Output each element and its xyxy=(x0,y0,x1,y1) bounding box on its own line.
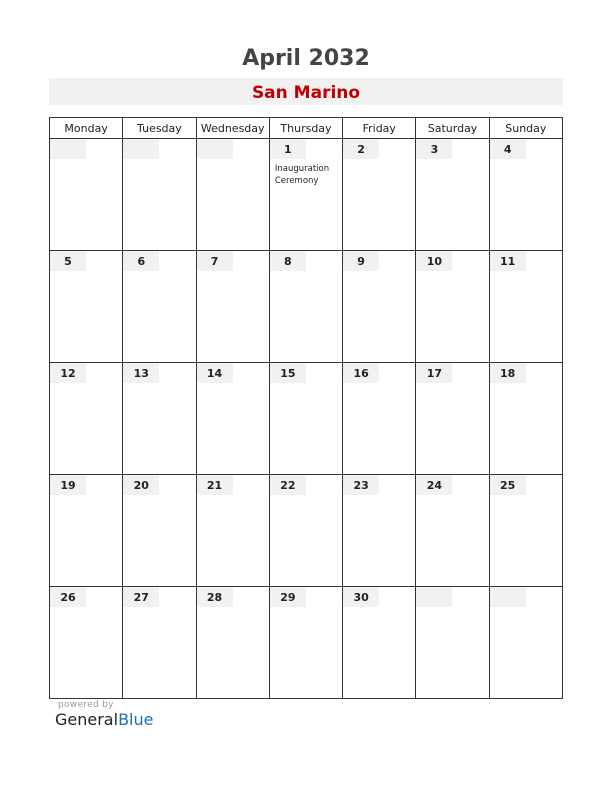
day-number: 29 xyxy=(270,587,306,607)
week-row xyxy=(50,587,563,699)
day-cell xyxy=(196,587,269,699)
weekday-header: Monday xyxy=(50,118,123,139)
day-number: 16 xyxy=(343,363,379,383)
day-number: 25 xyxy=(490,475,526,495)
day-number: 10 xyxy=(416,251,452,271)
day-cell xyxy=(489,139,562,251)
weekday-header: Wednesday xyxy=(196,118,269,139)
day-cell xyxy=(123,139,196,251)
day-number: 18 xyxy=(490,363,526,383)
week-row xyxy=(50,251,563,363)
day-cell xyxy=(269,251,342,363)
day-number: 9 xyxy=(343,251,379,271)
day-number: 26 xyxy=(50,587,86,607)
day-number xyxy=(197,139,233,159)
country-name: San Marino xyxy=(251,83,361,103)
day-cell xyxy=(123,475,196,587)
generalblue-logo[interactable] xyxy=(55,710,153,729)
day-cell xyxy=(50,475,123,587)
day-cell xyxy=(489,475,562,587)
day-number: 17 xyxy=(416,363,452,383)
week-row xyxy=(50,475,563,587)
day-cell xyxy=(196,475,269,587)
day-cell xyxy=(123,363,196,475)
day-cell xyxy=(50,251,123,363)
day-number: 27 xyxy=(123,587,159,607)
day-cell xyxy=(416,475,489,587)
day-number xyxy=(416,587,452,607)
weekday-header: Sunday xyxy=(489,118,562,139)
day-cell xyxy=(343,363,416,475)
day-cell xyxy=(123,251,196,363)
day-cell xyxy=(123,587,196,699)
day-cell xyxy=(489,587,562,699)
day-number: 11 xyxy=(490,251,526,271)
weekday-header: Thursday xyxy=(269,118,342,139)
holiday-event: Inauguration Ceremony xyxy=(274,164,330,186)
day-cell xyxy=(489,251,562,363)
weekday-header: Tuesday xyxy=(123,118,196,139)
day-number: 30 xyxy=(343,587,379,607)
day-number: 1 xyxy=(270,139,306,159)
week-row xyxy=(50,139,563,251)
day-number: 5 xyxy=(50,251,86,271)
day-number: 14 xyxy=(197,363,233,383)
day-cell xyxy=(343,251,416,363)
day-number: 23 xyxy=(343,475,379,495)
day-cell xyxy=(343,475,416,587)
day-number: 6 xyxy=(123,251,159,271)
weekday-header-row xyxy=(50,118,563,139)
day-cell xyxy=(50,139,123,251)
day-cell xyxy=(269,475,342,587)
day-cell xyxy=(196,251,269,363)
footer-branding xyxy=(55,700,153,730)
calendar-grid xyxy=(49,117,563,699)
day-number: 4 xyxy=(490,139,526,159)
day-cell xyxy=(416,251,489,363)
day-cell xyxy=(416,363,489,475)
calendar-title: April 2032 xyxy=(242,46,370,71)
day-cell xyxy=(196,363,269,475)
day-number: 3 xyxy=(416,139,452,159)
day-number: 13 xyxy=(123,363,159,383)
brand-name-blue: Blue xyxy=(118,710,154,729)
day-cell xyxy=(343,139,416,251)
day-cell xyxy=(269,363,342,475)
day-number: 28 xyxy=(197,587,233,607)
weekday-header: Saturday xyxy=(416,118,489,139)
day-number xyxy=(50,139,86,159)
day-number: 22 xyxy=(270,475,306,495)
day-number: 15 xyxy=(270,363,306,383)
weekday-header: Friday xyxy=(343,118,416,139)
day-number xyxy=(123,139,159,159)
day-number: 24 xyxy=(416,475,452,495)
day-cell xyxy=(416,587,489,699)
brand-name-general: General xyxy=(55,710,119,729)
day-number: 19 xyxy=(50,475,86,495)
day-number: 8 xyxy=(270,251,306,271)
day-number xyxy=(490,587,526,607)
day-cell xyxy=(196,139,269,251)
day-cell xyxy=(50,587,123,699)
country-banner xyxy=(49,78,563,105)
day-cell xyxy=(269,587,342,699)
day-cell xyxy=(269,139,342,251)
day-cell xyxy=(343,587,416,699)
day-number: 21 xyxy=(197,475,233,495)
day-cell xyxy=(50,363,123,475)
day-number: 2 xyxy=(343,139,379,159)
day-cell xyxy=(489,363,562,475)
week-row xyxy=(50,363,563,475)
day-number: 7 xyxy=(197,251,233,271)
day-number: 12 xyxy=(50,363,86,383)
day-number: 20 xyxy=(123,475,159,495)
powered-by-text: powered by xyxy=(58,700,114,710)
day-cell xyxy=(416,139,489,251)
